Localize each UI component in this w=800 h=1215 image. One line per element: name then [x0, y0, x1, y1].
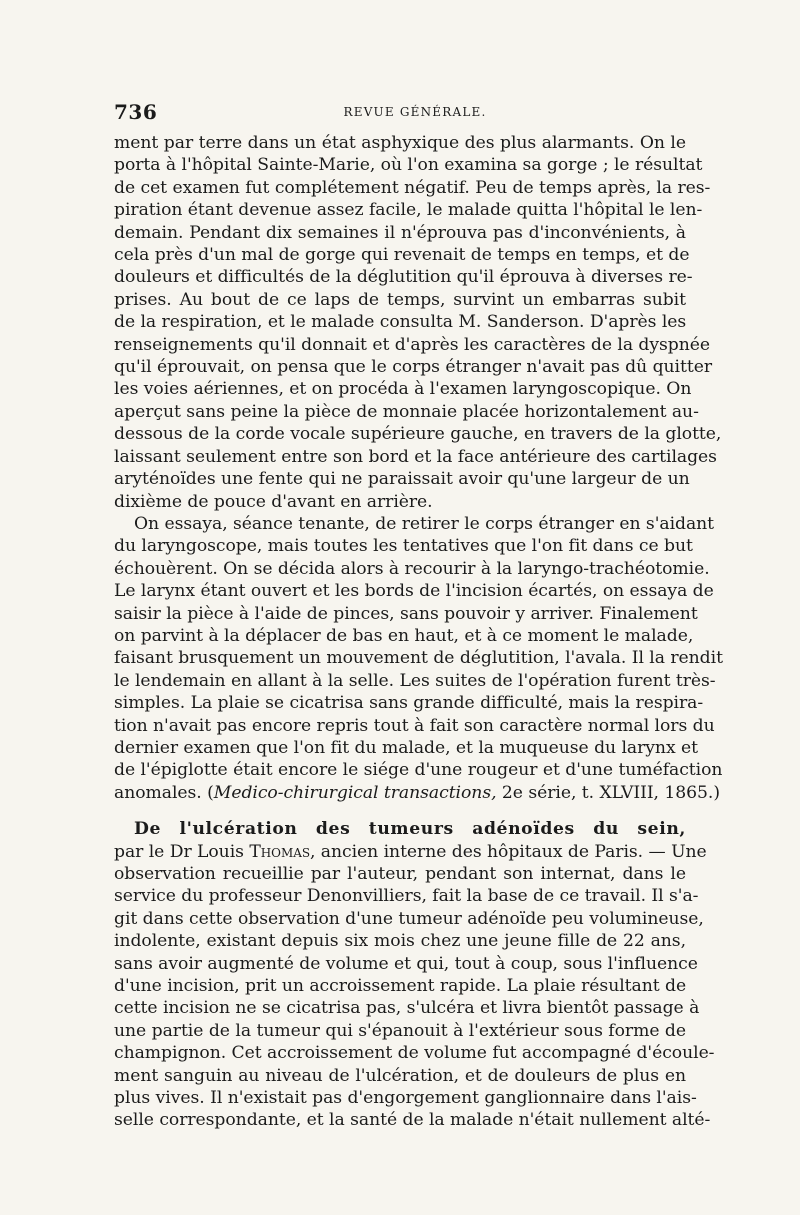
text-line: saisir la pièce à l'aide de pinces, sans pouvoir y arriver. Finalement — [114, 603, 698, 624]
text-line: qu'il éprouvait, on pensa que le corps étranger n'avait pas dû quitter — [114, 357, 712, 378]
page-header — [114, 100, 686, 126]
text-line: ment sanguin au niveau de l'ulcération, et de douleurs de plus en — [114, 1065, 686, 1086]
paragraph-adenoid-tumors — [114, 818, 715, 1132]
text-line: aryténoïdes une fente qui ne paraissait avoir qu'une largeur de un — [114, 469, 690, 490]
section-title: De l'ulcération des tumeurs adénoïdes du sein, — [134, 819, 686, 840]
text-line: cela près d'un mal de gorge qui revenait de temps en temps, et de — [114, 245, 690, 266]
citation-title: Medico-chirurgical transactions, — [213, 782, 497, 803]
text-line: indolente, existant depuis six mois chez une jeune fille de 22 ans, — [114, 931, 686, 952]
text-line: selle correspondante, et la santé de la malade n'était nullement alté- — [114, 1110, 711, 1131]
text-line: porta à l'hôpital Sainte-Marie, où l'on examina sa gorge ; le résultat — [114, 155, 703, 176]
paragraph-removal-attempt — [114, 513, 723, 804]
paragraph-continuation — [114, 132, 722, 513]
text-line: cette incision ne se cicatrisa pas, s'ulcéra et livra bientôt passage à — [114, 998, 700, 1019]
text-line: sans avoir augmenté de volume et qui, tout à coup, sous l'influence — [114, 953, 698, 974]
citation-line — [114, 782, 720, 804]
text-line: faisant brusquement un mouvement de déglutition, l'avala. Il la rendit — [114, 648, 723, 669]
text-line: observation recueillie par l'auteur, pendant son internat, dans le — [114, 864, 686, 884]
author-line — [114, 841, 707, 863]
text-line: du laryngoscope, mais toutes les tentatives que l'on fit dans ce but — [114, 536, 693, 557]
running-head: REVUE GÉNÉRALE. — [343, 105, 487, 119]
text-line: une partie de la tumeur qui s'épanouit à l'extérieur sous forme de — [114, 1020, 686, 1041]
text-fragment: 2e série, t. XLVIII, 1865.) — [496, 782, 720, 803]
text-line: simples. La plaie se cicatrisa sans grande difficulté, mais la respira- — [114, 693, 704, 714]
text-line: on parvint à la déplacer de bas en haut, et à ce moment le malade, — [114, 625, 694, 646]
text-line: de cet examen fut complétement négatif. Peu de temps après, la res- — [114, 177, 711, 198]
text-line: service du professeur Denonvilliers, fait la base de ce travail. Il s'a- — [114, 886, 699, 907]
text-line: de la respiration, et le malade consulta M. Sanderson. D'après les — [114, 312, 687, 333]
text-line: dixième de pouce d'avant en arrière. — [114, 491, 433, 512]
text-line: dernier examen que l'on fit du malade, et la muqueuse du larynx et — [114, 737, 698, 758]
text-line: échouèrent. On se décida alors à recourir à la laryngo-trachéotomie. — [114, 558, 710, 579]
document-page — [114, 100, 723, 1132]
text-fragment: anomales. ( — [114, 782, 214, 803]
text-line: laissant seulement entre son bord et la face antérieure des cartilages — [114, 446, 717, 467]
text-line: d'une incision, prit un accroissement rapide. La plaie résultant de — [114, 976, 687, 997]
text-line: les voies aériennes, et on procéda à l'examen laryngoscopique. On — [114, 379, 692, 400]
text-line: piration étant devenue assez facile, le malade quitta l'hôpital le len- — [114, 200, 703, 221]
text-fragment: , ancien interne des hôpitaux de Paris. — Une — [309, 841, 707, 862]
text-line: renseignements qu'il donnait et d'après les caractères de la dyspnée — [114, 334, 711, 355]
page-number: 736 — [114, 100, 158, 124]
text-line: dessous de la corde vocale supérieure gauche, en travers de la glotte, — [114, 424, 722, 445]
text-line: champignon. Cet accroissement de volume fut accompagné d'écoule- — [114, 1043, 715, 1064]
text-line: plus vives. Il n'existait pas d'engorgement ganglionnaire dans l'ais- — [114, 1088, 697, 1109]
text-line: de l'épiglotte était encore le siége d'une rougeur et d'une tuméfaction — [114, 760, 723, 781]
text-line: le lendemain en allant à la selle. Les suites de l'opération furent très- — [114, 670, 716, 691]
text-line: git dans cette observation d'une tumeur adénoïde peu volumineuse, — [114, 908, 704, 929]
text-line: douleurs et difficultés de la déglutition qu'il éprouva à diverses re- — [114, 267, 693, 288]
author-name: Thomas — [249, 841, 310, 862]
text-line: Le larynx étant ouvert et les bords de l'incision écartés, on essaya de — [114, 581, 714, 602]
text-line: demain. Pendant dix semaines il n'éprouva pas d'inconvénients, à — [114, 222, 686, 243]
text-line: tion n'avait pas encore repris tout à fait son caractère normal lors du — [114, 715, 715, 736]
text-line: ment par terre dans un état asphyxique des plus alarmants. On le — [114, 133, 686, 153]
text-line: On essaya, séance tenante, de retirer le corps étranger en s'aidant — [134, 513, 715, 534]
text-line: prises. Au bout de ce laps de temps, survint un embarras subit — [114, 289, 686, 310]
text-line: aperçut sans peine la pièce de monnaie placée horizontalement au- — [114, 401, 699, 422]
text-fragment: par le Dr Louis — [114, 841, 250, 862]
